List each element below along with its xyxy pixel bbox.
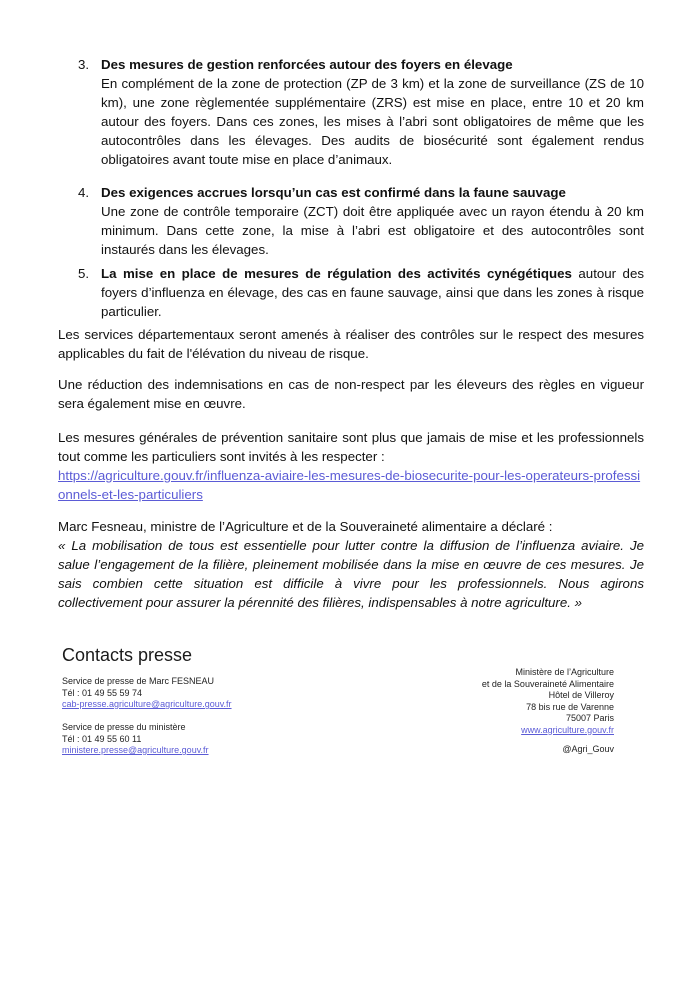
contact-email[interactable]: cab-presse.agriculture@agriculture.gouv.fr (62, 699, 232, 709)
measure-text: En complément de la zone de protection (ZP de 3 km) et la zone de surveillance (ZS de 10 km), une zone règlementée supplémentaire (ZRS) est mise en place, entre 10 et 20 km autour des foyers. Dans ces zones, les mises à l’abri sont obligatoires de même que les autocontrôles dans les élevages. Des audits de biosécurité sont également rendus obligatoires avant toute mise en place d’animaux. (101, 76, 644, 167)
measure-heading: Des mesures de gestion renforcées autour des foyers en élevage (101, 57, 513, 72)
indemnities-paragraph: Une réduction des indemnisations en cas de non-respect par les éleveurs des règles en vigueur sera également mise en œuvre. (58, 377, 644, 411)
measure-heading: La mise en place de mesures de régulation des activités cynégétiques (101, 266, 572, 281)
prevention-text: Les mesures générales de prévention sanitaire sont plus que jamais de mise et les professionnels tout comme les particuliers sont invités à les respecter : (58, 430, 644, 464)
contact-name: Service de presse de Marc FESNEAU (62, 676, 215, 686)
biosecurity-link[interactable]: https://agriculture.gouv.fr/influenza-aviaire-les-mesures-de-biosecurite-pour-les-operateurs-professionnels-et-les-particuliers (58, 468, 641, 502)
minister-statement (58, 517, 644, 612)
measure-text: Une zone de contrôle temporaire (ZCT) doit être appliquée avec un rayon étendu à 20 km minimum. Dans cette zone, la mise à l’abri est obligatoire et des autocontrôles sont instaurés dans les élevages. (101, 204, 644, 257)
contacts-title: Contacts presse (62, 645, 193, 665)
twitter-handle[interactable]: @Agri_Gouv (562, 744, 614, 754)
measure-number: 3. (78, 57, 90, 72)
contact-phone: Tél : 01 49 55 59 74 (62, 687, 143, 698)
ministry-address (482, 667, 614, 736)
ministry-name: Ministère de l’Agriculture (515, 667, 614, 677)
minister-press-contact (62, 676, 232, 711)
prevention-paragraph (58, 428, 644, 504)
minister-quote: « La mobilisation de tous est essentielle pour lutter contre la diffusion de l’influenza aviaire. Je salue l’engagement de la filière, pleinement mobilisée dans la mise en œuvre de ces mesures. Je sais combien cette situation est difficile à vivre pour les professionnels. Nous agirons collectivement pour assurer la pérennité des filières, indispensables à notre agriculture. » (58, 538, 644, 610)
ministry-name-cont: et de la Souveraineté Alimentaire (481, 678, 614, 689)
minister-intro: Marc Fesneau, ministre de l’Agriculture et de la Souveraineté alimentaire a déclaré : (58, 519, 553, 534)
measure-number: 4. (78, 185, 90, 200)
contact-email[interactable]: ministere.presse@agriculture.gouv.fr (62, 745, 209, 755)
ministry-building: Hôtel de Villeroy (548, 690, 614, 700)
measure-text: autour des foyers d’influenza en élevage, des cas en faune sauvage, ainsi que dans les zones à risque particulier. (101, 266, 644, 319)
contact-phone: Tél : 01 49 55 60 11 (62, 733, 142, 744)
ministry-city: 75007 Paris (565, 713, 614, 723)
controls-paragraph: Les services départementaux seront amenés à réaliser des contrôles sur le respect des mesures applicables du fait de l'élévation du niveau de risque. (58, 327, 644, 361)
measure-number: 5. (78, 266, 90, 281)
contact-name: Service de presse du ministère (62, 722, 186, 732)
measure-heading: Des exigences accrues lorsqu’un cas est confirmé dans la faune sauvage (101, 185, 566, 200)
ministry-street: 78 bis rue de Varenne (526, 701, 614, 712)
ministry-press-contact (62, 722, 209, 757)
ministry-website-link[interactable]: www.agriculture.gouv.fr (521, 724, 614, 735)
